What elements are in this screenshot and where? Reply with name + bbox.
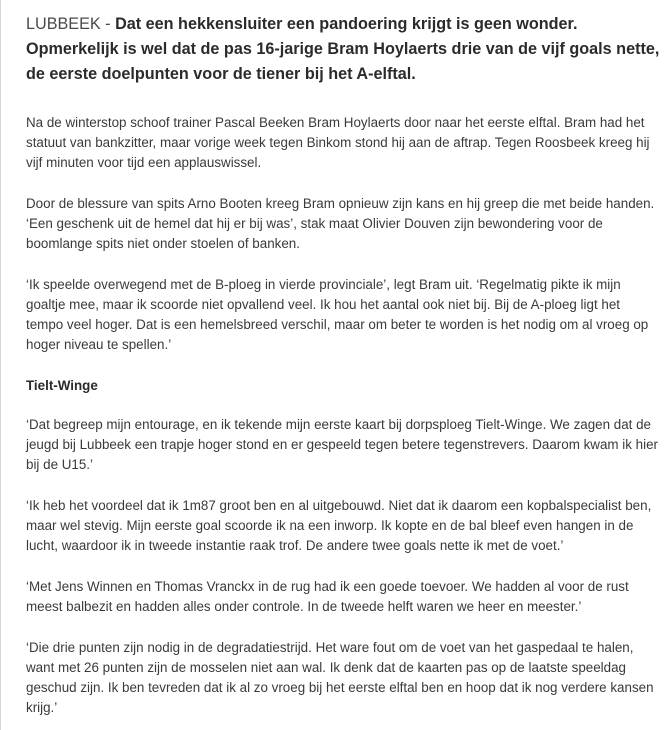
article-paragraph: Na de winterstop schoof trainer Pascal Beeken Bram Hoylaerts door naar het eerste elftal. Bram had het statuut van bankzitter, maar vorige week tegen Binkom stond hij aan de aftrap. Tegen Roosbeek kreeg hij vijf minuten voor tijd een applauswissel. <box>26 115 650 170</box>
article-paragraph: ‘Ik heb het voordeel dat ik 1m87 groot ben en al uitgebouwd. Niet dat ik daarom een kopbalspecialist ben, maar wel stevig. Mijn eerste goal scoorde ik na een inworp. Ik kopte en de bal bleef even hangen in de lucht, waardoor ik in tweede instantie raak trof. De andere twee goals nette ik met de voet.’ <box>26 498 652 553</box>
article-paragraph: Door de blessure van spits Arno Booten kreeg Bram opnieuw zijn kans en hij greep die met beide handen. ‘Een geschenk uit de hemel dat hij er bij was’, stak maat Olivier Douven zijn bewondering voor de boomlange spits niet onder stoelen of banken. <box>26 196 655 251</box>
dateline-separator: - <box>100 15 116 33</box>
article-lead <box>26 12 660 87</box>
article-paragraph: ‘Met Jens Winnen en Thomas Vranckx in de rug had ik een goede toevoer. We hadden al voor de rust meest balbezit en hadden alles onder controle. In de tweede helft waren we heer en meester.’ <box>26 579 629 614</box>
article-paragraph: ‘Dat begreep mijn entourage, en ik tekende mijn eerste kaart bij dorpsploeg Tielt-Winge. We zagen dat de jeugd bij Lubbeek een trapje hoger stond en er gespeeld tegen betere tegenstrevers. Daarom kwam ik hier bij de U15.’ <box>26 417 658 472</box>
lead-text: Dat een hekkensluiter een pandoering krijgt is geen wonder. Opmerkelijk is wel dat de pas 16-jarige Bram Hoylaerts drie van de vijf goals nette, de eerste doelpunten voor de tiener bij het A-elftal. <box>26 15 660 83</box>
dateline: LUBBEEK <box>26 15 101 33</box>
subheading: Tielt-Winge <box>26 378 98 393</box>
article-paragraph: ‘Die drie punten zijn nodig in de degradatiestrijd. Het ware fout om de voet van het gaspedaal te halen, want met 26 punten zijn de mosselen niet aan wal. Ik denk dat de kaarten pas op de laatste speeldag geschud zijn. Ik ben tevreden dat ik al zo vroeg bij het eerste elftal ben en hoop dat ik nog verdere kansen krijg.’ <box>26 640 654 715</box>
article-paragraph: ‘Ik speelde overwegend met de B-ploeg in vierde provinciale’, legt Bram uit. ‘Regelmatig pikte ik mijn goaltje mee, maar ik scoorde niet opvallend veel. Ik hou het aantal ook niet bij. Bij de A-ploeg ligt het tempo veel hoger. Dat is een hemelsbreed verschil, maar om beter te worden is het nodig om al vroeg op hoger niveau te spellen.’ <box>26 277 649 352</box>
